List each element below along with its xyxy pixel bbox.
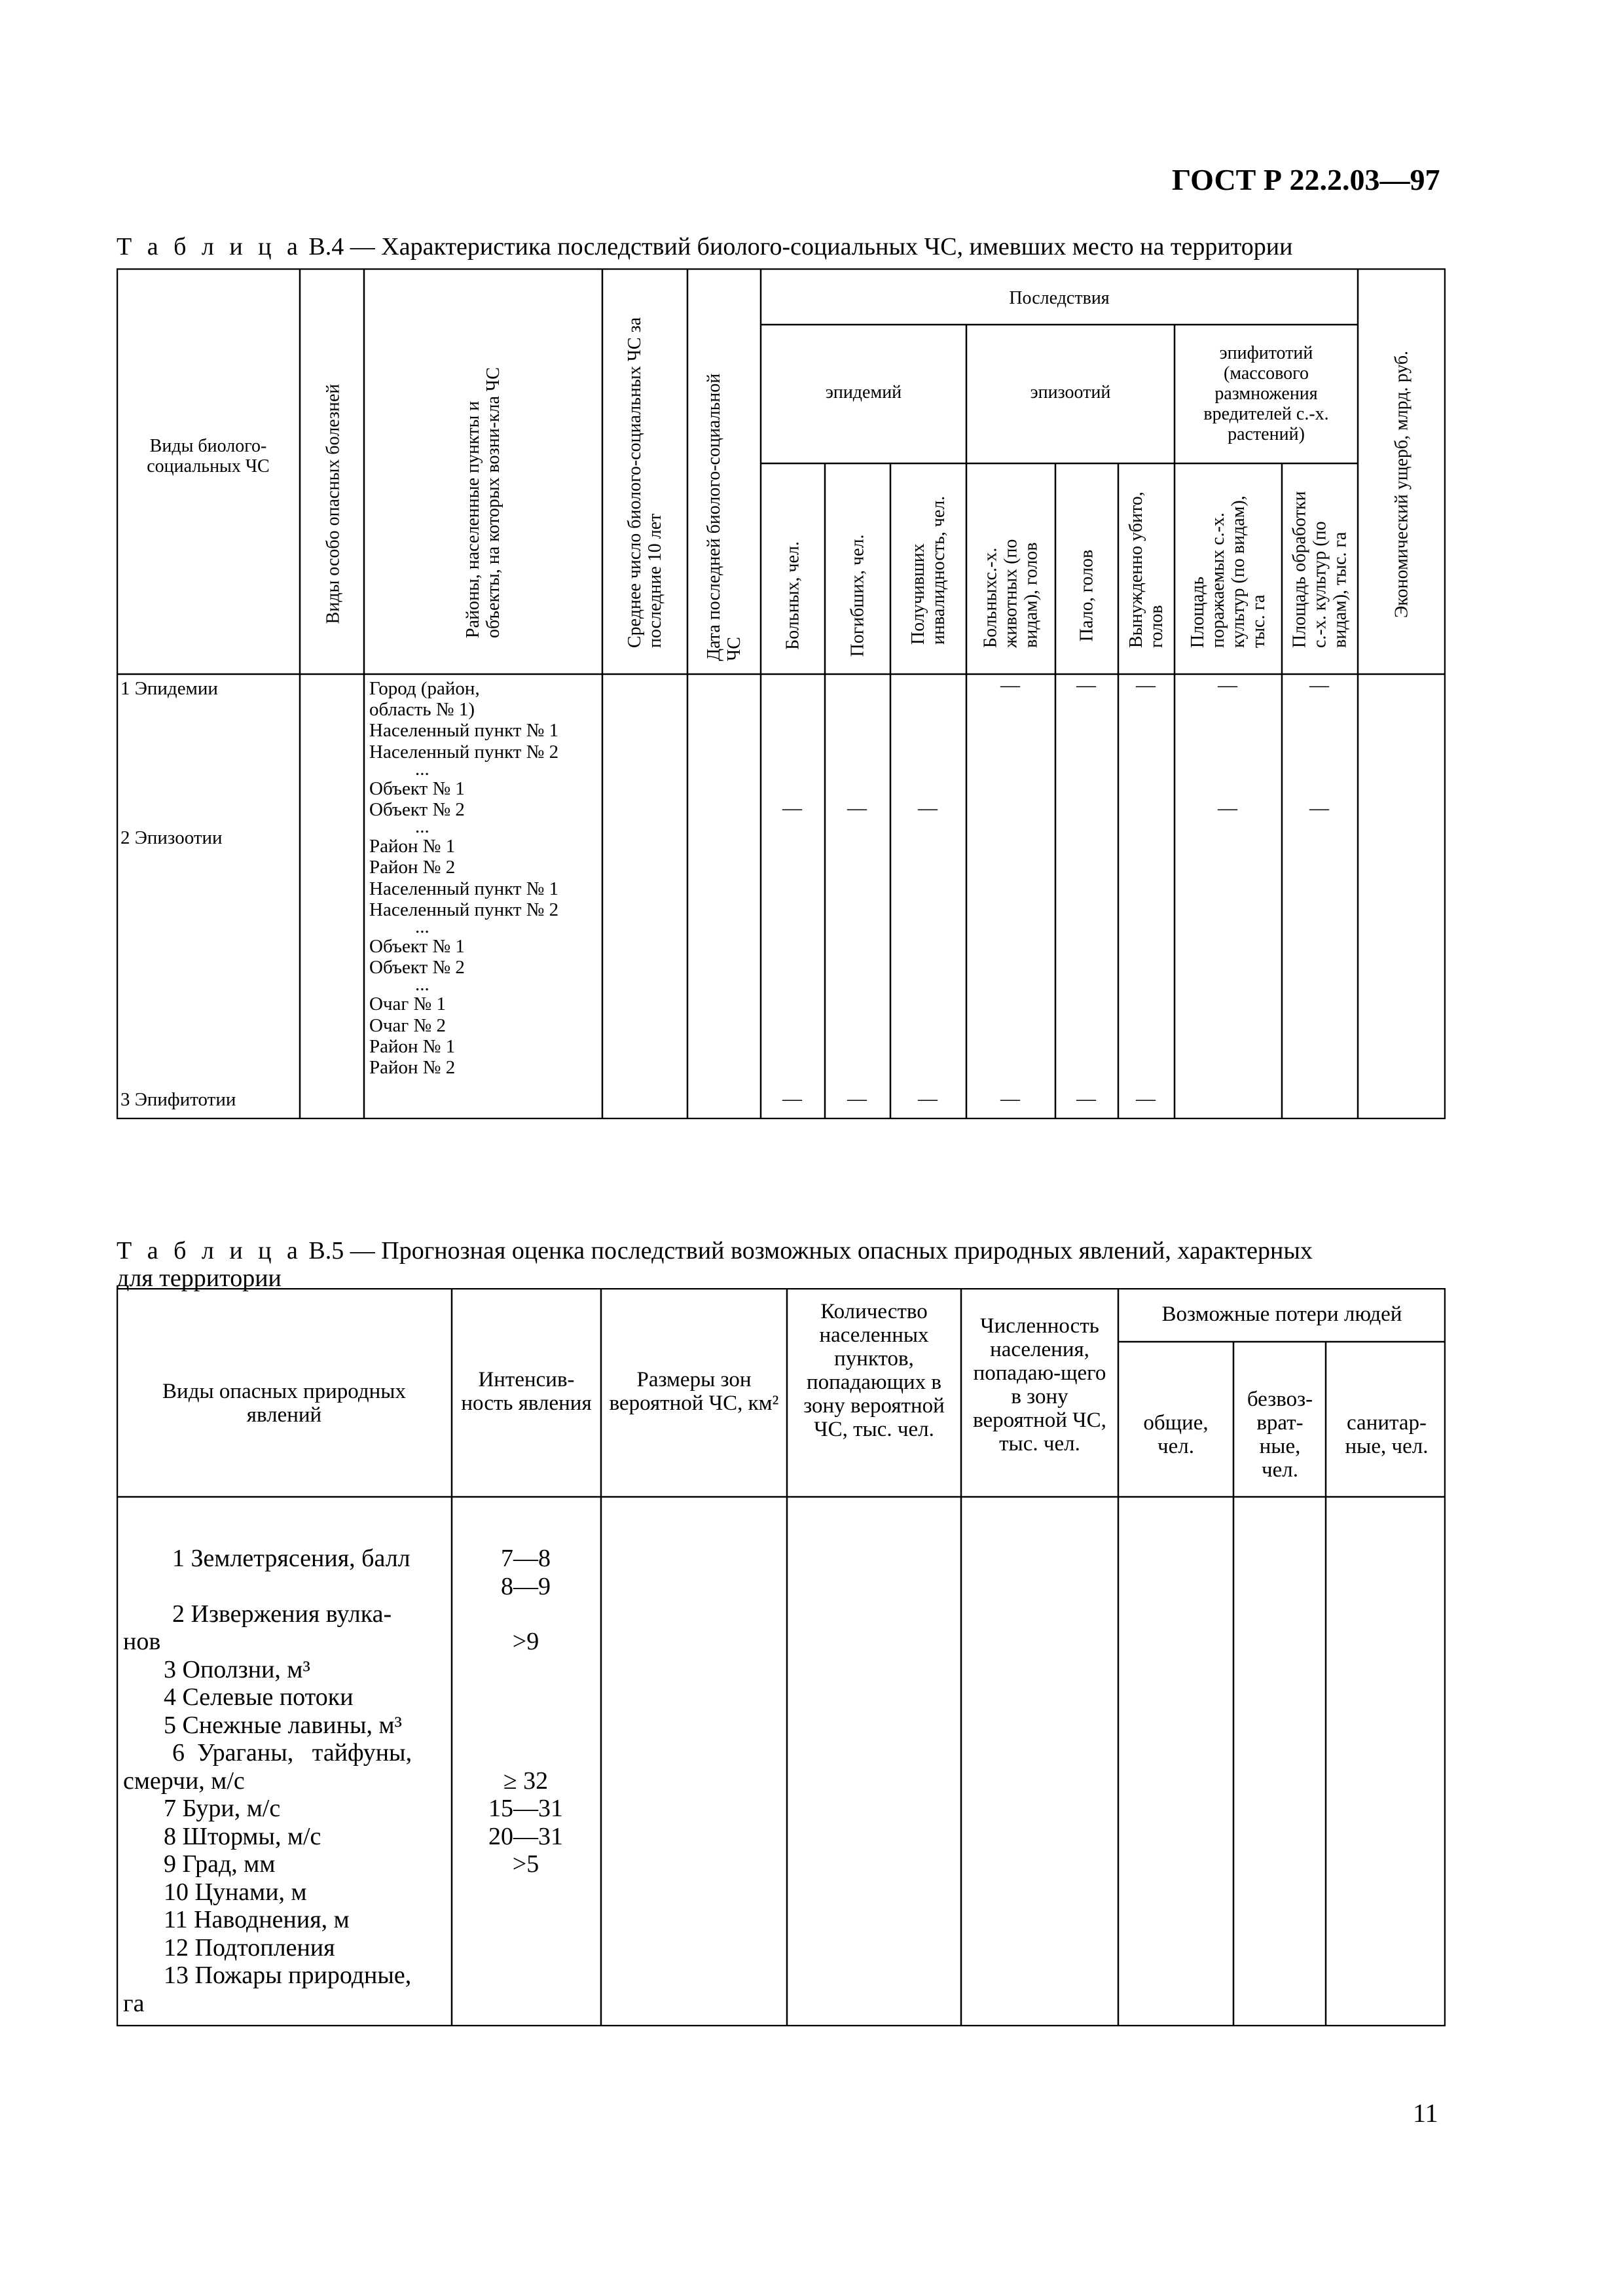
- area-item: Район № 1: [369, 1035, 456, 1057]
- b5-col-total-header: общие, чел.: [1143, 1411, 1209, 1458]
- col-diseases-header: Виды особо опасных болезней: [323, 384, 344, 624]
- empty-dash: —: [1218, 674, 1237, 696]
- b5-col-sanitary-header: санитар-ные, чел.: [1345, 1411, 1429, 1458]
- b5-intensity-9: >5: [512, 1850, 539, 1878]
- b5-rows: [123, 1545, 450, 2017]
- document-code: ГОСТ Р 22.2.03—97: [1172, 163, 1440, 196]
- b5-col-losses-header: Возможные потери людей: [1161, 1302, 1402, 1326]
- empty-dash: —: [1218, 797, 1237, 819]
- empty-dash: —: [847, 1088, 867, 1109]
- empty-dash: —: [1136, 674, 1156, 696]
- area-item: область № 1): [369, 699, 475, 721]
- area-item: Город (район,: [369, 678, 480, 699]
- empty-dash: —: [1136, 1088, 1156, 1109]
- area-item: Объект № 2: [369, 799, 465, 821]
- b5-row-5: 5 Снежные лавины, м³: [164, 1711, 402, 1739]
- empty-dash: —: [918, 1088, 938, 1109]
- b5-row-7: 7 Бури, м/с: [164, 1795, 281, 1822]
- b5-row-4: 4 Селевые потоки: [164, 1683, 354, 1711]
- b5-row-3: 3 Оползни, м³: [164, 1655, 310, 1683]
- table-b4: [117, 268, 1446, 1119]
- table-b5: [117, 1288, 1446, 2026]
- col-average-header: Среднее число биолого-социальных ЧС за последние 10 лет: [625, 317, 665, 648]
- area-item: Очаг № 2: [369, 1014, 446, 1036]
- b5-row-1: 1 Землетрясения, балл: [172, 1545, 410, 1572]
- table-b4-caption-label: Т а б л и ц а: [117, 233, 302, 260]
- area-item: Населенный пункт № 2: [369, 741, 559, 762]
- b5-intensity-2: >9: [512, 1628, 539, 1655]
- b5-row-6-cont: смерчи, м/с: [123, 1767, 245, 1795]
- b5-row-2: 2 Извержения вулка-: [172, 1600, 392, 1628]
- row-epizootics-label: 2 Эпизоотии: [120, 827, 223, 848]
- b5-row-11: 11 Наводнения, м: [164, 1906, 350, 1933]
- b5-intensity-1a: 7—8: [501, 1545, 551, 1572]
- b5-intensities: [457, 1545, 594, 1878]
- area-item: Район № 2: [369, 1057, 456, 1079]
- table-b5-caption-text: В.5 — Прогнозная оценка последствий возможных опасных природных явлений, характерных: [308, 1237, 1313, 1265]
- col-epidemics-header: эпидемий: [825, 382, 902, 403]
- col-culled-header: Вынужденно убито, голов: [1126, 492, 1167, 648]
- area-item: Объект № 2: [369, 957, 465, 978]
- area-item: Очаг № 1: [369, 994, 446, 1015]
- area-item: Район № 2: [369, 857, 456, 878]
- empty-dash: —: [1076, 674, 1096, 696]
- empty-dash: —: [918, 797, 938, 819]
- col-types-header: Виды биолого-социальных ЧС: [147, 436, 270, 476]
- b5-row-6: 6 Ураганы, тайфуны,: [172, 1739, 412, 1767]
- b5-row-8: 8 Штормы, м/с: [164, 1822, 321, 1850]
- b5-intensity-7: 15—31: [488, 1795, 563, 1822]
- b5-row-13: 13 Пожары природные,: [164, 1962, 412, 1989]
- empty-dash: —: [847, 797, 867, 819]
- col-epizootics-header: эпизоотий: [1030, 382, 1111, 403]
- col-date-header: Дата последней биолого-социальной ЧС: [704, 373, 744, 661]
- area-item: Объект № 1: [369, 778, 465, 799]
- empty-dash: —: [1000, 1088, 1020, 1109]
- col-fallen-header: Пало, голов: [1076, 549, 1097, 642]
- col-consequences-header: Последствия: [1009, 288, 1110, 308]
- table-b4-caption-text: В.4 — Характеристика последствий биолого-социальных ЧС, имевших место на территории: [308, 233, 1293, 260]
- b5-col-zone-size-header: Размеры зон вероятной ЧС, км²: [609, 1368, 779, 1415]
- area-item: Населенный пункт № 1: [369, 878, 559, 899]
- col-sick-animals-header: Больныхс.-х. животных (по видам), голов: [980, 539, 1042, 648]
- col-disabled-header: Получивших инвалидность, чел.: [908, 495, 949, 645]
- col-sick-header: Больных, чел.: [782, 541, 803, 650]
- table-b5-caption: [117, 1237, 1452, 1292]
- area-item: ...: [415, 816, 429, 838]
- page-number: 11: [1413, 2098, 1438, 2128]
- b5-row-13-cont: га: [123, 1989, 145, 2017]
- b5-intensity-8: 20—31: [488, 1822, 563, 1850]
- b5-row-9: 9 Град, мм: [164, 1850, 276, 1878]
- table-b5-caption-label: Т а б л и ц а: [117, 1237, 302, 1265]
- row-epiphytotics-label: 3 Эпифитотии: [120, 1089, 236, 1110]
- empty-dash: —: [1309, 674, 1329, 696]
- b5-intensity-1b: 8—9: [501, 1572, 551, 1600]
- empty-dash: —: [782, 797, 802, 819]
- b5-intensity-6: ≥ 32: [503, 1767, 549, 1795]
- areas-list: [369, 678, 558, 1078]
- b5-row-2-cont: нов: [123, 1628, 161, 1655]
- b5-col-types-header: Виды опасных природных явлений: [162, 1380, 406, 1427]
- b5-row-10: 10 Цунами, м: [164, 1878, 307, 1906]
- area-item: Населенный пункт № 1: [369, 720, 559, 742]
- empty-dash: —: [782, 1088, 802, 1109]
- b5-col-irrevocable-header: безвоз-врат-ные, чел.: [1247, 1388, 1313, 1482]
- empty-dash: —: [1076, 1088, 1096, 1109]
- row-epidemics-label: 1 Эпидемии: [120, 678, 218, 699]
- col-damage-header: Экономический ущерб, млрд. руб.: [1391, 350, 1412, 619]
- area-item: Район № 1: [369, 836, 456, 857]
- empty-dash: —: [1000, 674, 1020, 696]
- col-areas-header: Районы, населенные пункты и объекты, на которых возни-кла ЧС: [463, 367, 503, 638]
- empty-dash: —: [1309, 797, 1329, 819]
- b5-col-population-header: Численность населения, попадаю-щего в зону вероятной ЧС, тыс. чел.: [973, 1314, 1106, 1456]
- b5-col-intensity-header: Интенсив-ность явления: [461, 1368, 592, 1415]
- col-area-treated-header: Площадь обработки с.-х. культур (по видам), тыс. га: [1289, 491, 1351, 648]
- area-item: Объект № 1: [369, 936, 465, 958]
- b5-col-settlements-header: Количество населенных пунктов, попадающих в зону вероятной ЧС, тыс. чел.: [803, 1300, 945, 1441]
- area-item: Населенный пункт № 2: [369, 899, 559, 920]
- table-b4-caption: [117, 233, 1292, 260]
- col-dead-header: Погибших, чел.: [847, 534, 868, 657]
- area-item: ...: [415, 916, 429, 938]
- area-item: ...: [415, 974, 429, 996]
- col-area-affected-header: Площадь поражаемых с.-х. культур (по видам), тыс. га: [1188, 495, 1269, 648]
- b5-row-12: 12 Подтопления: [164, 1933, 335, 1962]
- area-item: ...: [415, 758, 429, 780]
- col-epiphytotics-header: эпифитотий (массового размножения вредителей с.-х. растений): [1203, 343, 1329, 444]
- table-b5-caption-line2: для территории: [117, 1265, 282, 1292]
